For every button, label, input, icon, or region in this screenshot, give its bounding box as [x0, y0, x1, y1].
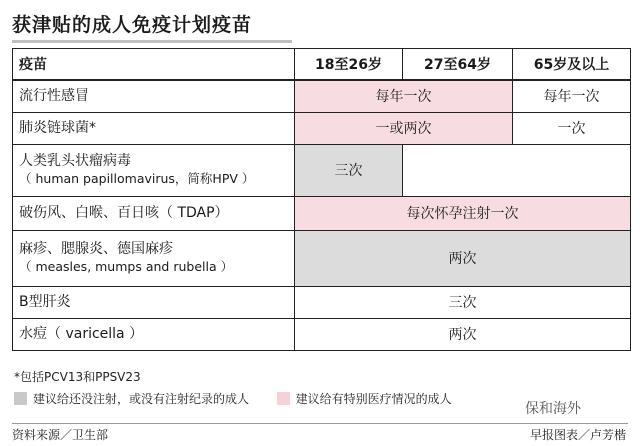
header-age-65-plus: 65岁及以上	[513, 49, 631, 81]
table-row	[13, 112, 631, 144]
header-vaccine: 疫苗	[13, 49, 295, 81]
footnote: *包括PCV13和PPSV23	[14, 370, 141, 384]
vaccine-schedule-table	[12, 48, 631, 351]
dose-cell: 一或两次	[295, 112, 513, 144]
table-header-row	[13, 49, 631, 81]
vaccine-name: 流行性感冒	[13, 80, 295, 112]
table-row	[13, 196, 631, 230]
vaccine-name: 水痘（ varicella ）	[13, 318, 295, 350]
table-row	[13, 286, 631, 318]
table-row	[13, 318, 631, 350]
dose-cell: 每年一次	[513, 80, 631, 112]
legend-pink-label: 建议给有特别医疗情况的成人	[295, 392, 452, 406]
title-underline	[12, 40, 292, 43]
dose-cell: 三次	[295, 286, 631, 318]
legend	[14, 390, 452, 407]
dose-cell: 三次	[295, 144, 403, 196]
page-title: 获津贴的成人免疫计划疫苗	[12, 14, 253, 36]
watermark: 保和海外	[525, 401, 581, 417]
source-text: 资料来源／卫生部	[12, 428, 109, 442]
credit-text: 早报图表／卢芳楷	[529, 428, 626, 442]
header-age-18-26: 18至26岁	[295, 49, 403, 81]
vaccine-name-sub: （ measles, mumps and rubella ）	[19, 259, 234, 274]
source-divider	[12, 423, 628, 424]
header-age-27-64: 27至64岁	[403, 49, 513, 81]
vaccine-name: 麻疹、腮腺炎、德国麻疹	[19, 241, 173, 257]
dose-cell: 两次	[295, 230, 631, 286]
dose-cell: 一次	[513, 112, 631, 144]
table-row	[13, 80, 631, 112]
vaccine-name: 破伤风、白喉、百日咳（ TDAP）	[13, 196, 295, 230]
dose-cell: 每年一次	[295, 80, 513, 112]
vaccine-name-cell	[13, 144, 295, 196]
vaccine-name-cell	[13, 230, 295, 286]
vaccine-name: 肺炎链球菌*	[13, 112, 295, 144]
table-row	[13, 230, 631, 286]
legend-pink-swatch	[277, 392, 290, 405]
empty-cell	[403, 144, 631, 196]
vaccine-name: B型肝炎	[13, 286, 295, 318]
vaccine-name-sub: （ human papillomavirus，简称HPV ）	[19, 171, 255, 186]
dose-cell: 每次怀孕注射一次	[295, 196, 631, 230]
table-row	[13, 144, 631, 196]
vaccine-name: 人类乳头状瘤病毒	[19, 153, 131, 169]
legend-gray-swatch	[14, 392, 27, 405]
legend-gray-label: 建议给还没注射，或没有注射纪录的成人	[33, 392, 250, 406]
dose-cell: 两次	[295, 318, 631, 350]
